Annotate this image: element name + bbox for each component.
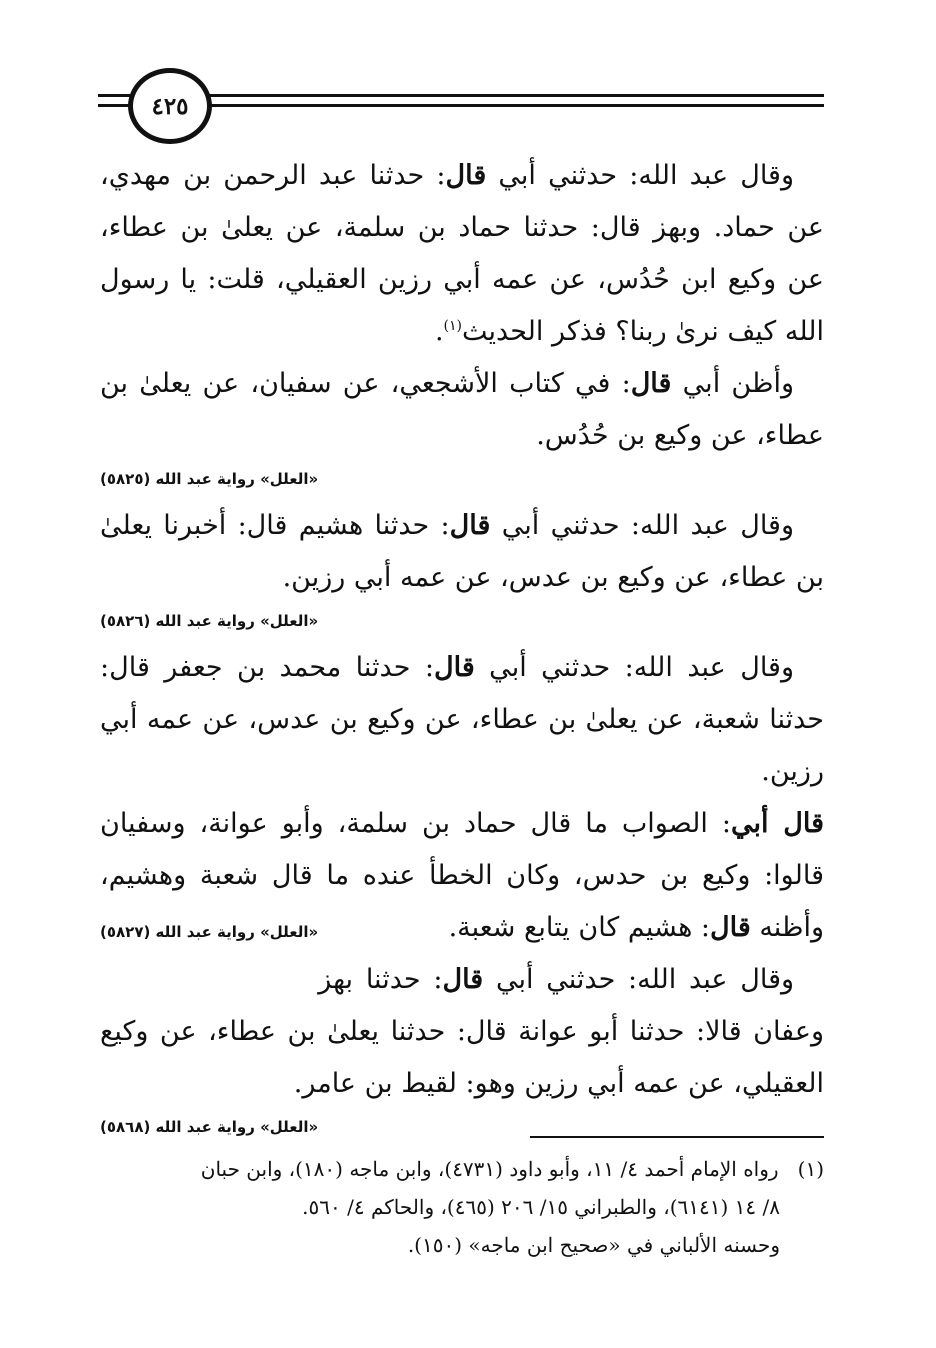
text-run: وقال عبد الله: حدثني أبي bbox=[486, 160, 795, 191]
bold-qal: قال bbox=[433, 652, 475, 683]
bold-qal: قال bbox=[442, 964, 484, 995]
paragraph-5 bbox=[100, 798, 824, 954]
footnotes bbox=[100, 1150, 824, 1264]
text-run: : هشيم كان يتابع شعبة. bbox=[448, 912, 710, 943]
footnote-line-2: ٨/ ١٤ (٦١٤١)، والطبراني ١٥/ ٢٠٦ (٤٦٥)، والحاكم ٤/ ٥٦٠. bbox=[302, 1195, 780, 1219]
text-run: : حدثنا بهز وعفان قالا: حدثنا أبو عوانة قال: حدثنا يعلىٰ بن عطاء، عن وكيع العقيلي، عن عمه أبي رزين وهو: لقيط بن عامر. bbox=[100, 964, 824, 1099]
text-run: وقال عبد الله: حدثني أبي bbox=[474, 652, 794, 683]
bold-qal: قال bbox=[449, 510, 491, 541]
footnote-text: رواه الإمام أحمد ٤/ ١١، وأبو داود (٤٧٣١)، وابن ماجه (١٨٠)، وابن حبان bbox=[200, 1157, 779, 1181]
paragraph-6 bbox=[100, 954, 824, 1110]
text-run: . bbox=[434, 316, 444, 347]
bold-qal-abi: قال أبي bbox=[730, 808, 825, 839]
text-run: وقال عبد الله: حدثني أبي bbox=[490, 510, 795, 541]
bold-qal: قال bbox=[709, 912, 751, 943]
source-citation: «العلل» رواية عبد الله (٥٨٢٦) bbox=[100, 612, 319, 630]
footnote-separator bbox=[530, 1136, 824, 1138]
text-run: وأظن أبي bbox=[671, 368, 794, 399]
footnote-line-3: وحسنه الألباني في «صحيح ابن ماجه» (١٥٠). bbox=[407, 1233, 780, 1257]
text-run: : الصواب ما قال حماد بن سلمة، وأبو عوانة، وسفيان قالوا: وكيع بن حدس، وكان الخطأ عنده ما قال شعبة وهشيم، وأظنه bbox=[100, 808, 824, 943]
paragraph-1 bbox=[100, 150, 824, 358]
source-citation: «العلل» رواية عبد الله (٥٨٦٨) bbox=[100, 1118, 319, 1136]
main-text bbox=[100, 150, 824, 1148]
text-run: وقال عبد الله: حدثني أبي bbox=[483, 964, 795, 995]
page-header bbox=[0, 0, 936, 140]
footnote-ref: (١) bbox=[443, 318, 462, 334]
paragraph-2 bbox=[100, 358, 824, 462]
footnote-number: (١) bbox=[797, 1157, 824, 1181]
text-run: : حدثنا عبد الرحمن بن مهدي، عن حماد. وبهز قال: حدثنا حماد بن سلمة، عن يعلىٰ بن عطاء، عن وكيع ابن حُدُس، عن عمه أبي رزين العقيلي، قلت: يا رسول الله كيف نرىٰ ربنا؟ فذكر الحديث bbox=[100, 160, 825, 347]
header-rule-right-bottom bbox=[204, 104, 824, 107]
paragraph-4 bbox=[100, 642, 824, 798]
source-citation: «العلل» رواية عبد الله (٥٨٢٧) bbox=[100, 923, 319, 941]
text-run: : حدثنا هشيم قال: أخبرنا يعلىٰ بن عطاء، عن وكيع بن عدس، عن عمه أبي رزين. bbox=[100, 510, 824, 593]
source-citation: «العلل» رواية عبد الله (٥٨٢٥) bbox=[100, 470, 319, 488]
paragraph-3 bbox=[100, 500, 824, 604]
bold-qal: قال bbox=[445, 160, 487, 191]
header-rule-right-top bbox=[204, 94, 824, 97]
bold-qal: قال bbox=[630, 368, 672, 399]
text-run: : حدثنا محمد بن جعفر قال: حدثنا شعبة، عن يعلىٰ بن عطاء، عن وكيع بن عدس، عن عمه أبي رزين. bbox=[100, 652, 824, 787]
text-run: : في كتاب الأشجعي، عن سفيان، عن يعلىٰ بن عطاء، عن وكيع بن حُدُس. bbox=[100, 368, 824, 451]
page-number: ٤٢٥ bbox=[128, 68, 212, 144]
footnote-line-1 bbox=[100, 1150, 824, 1188]
